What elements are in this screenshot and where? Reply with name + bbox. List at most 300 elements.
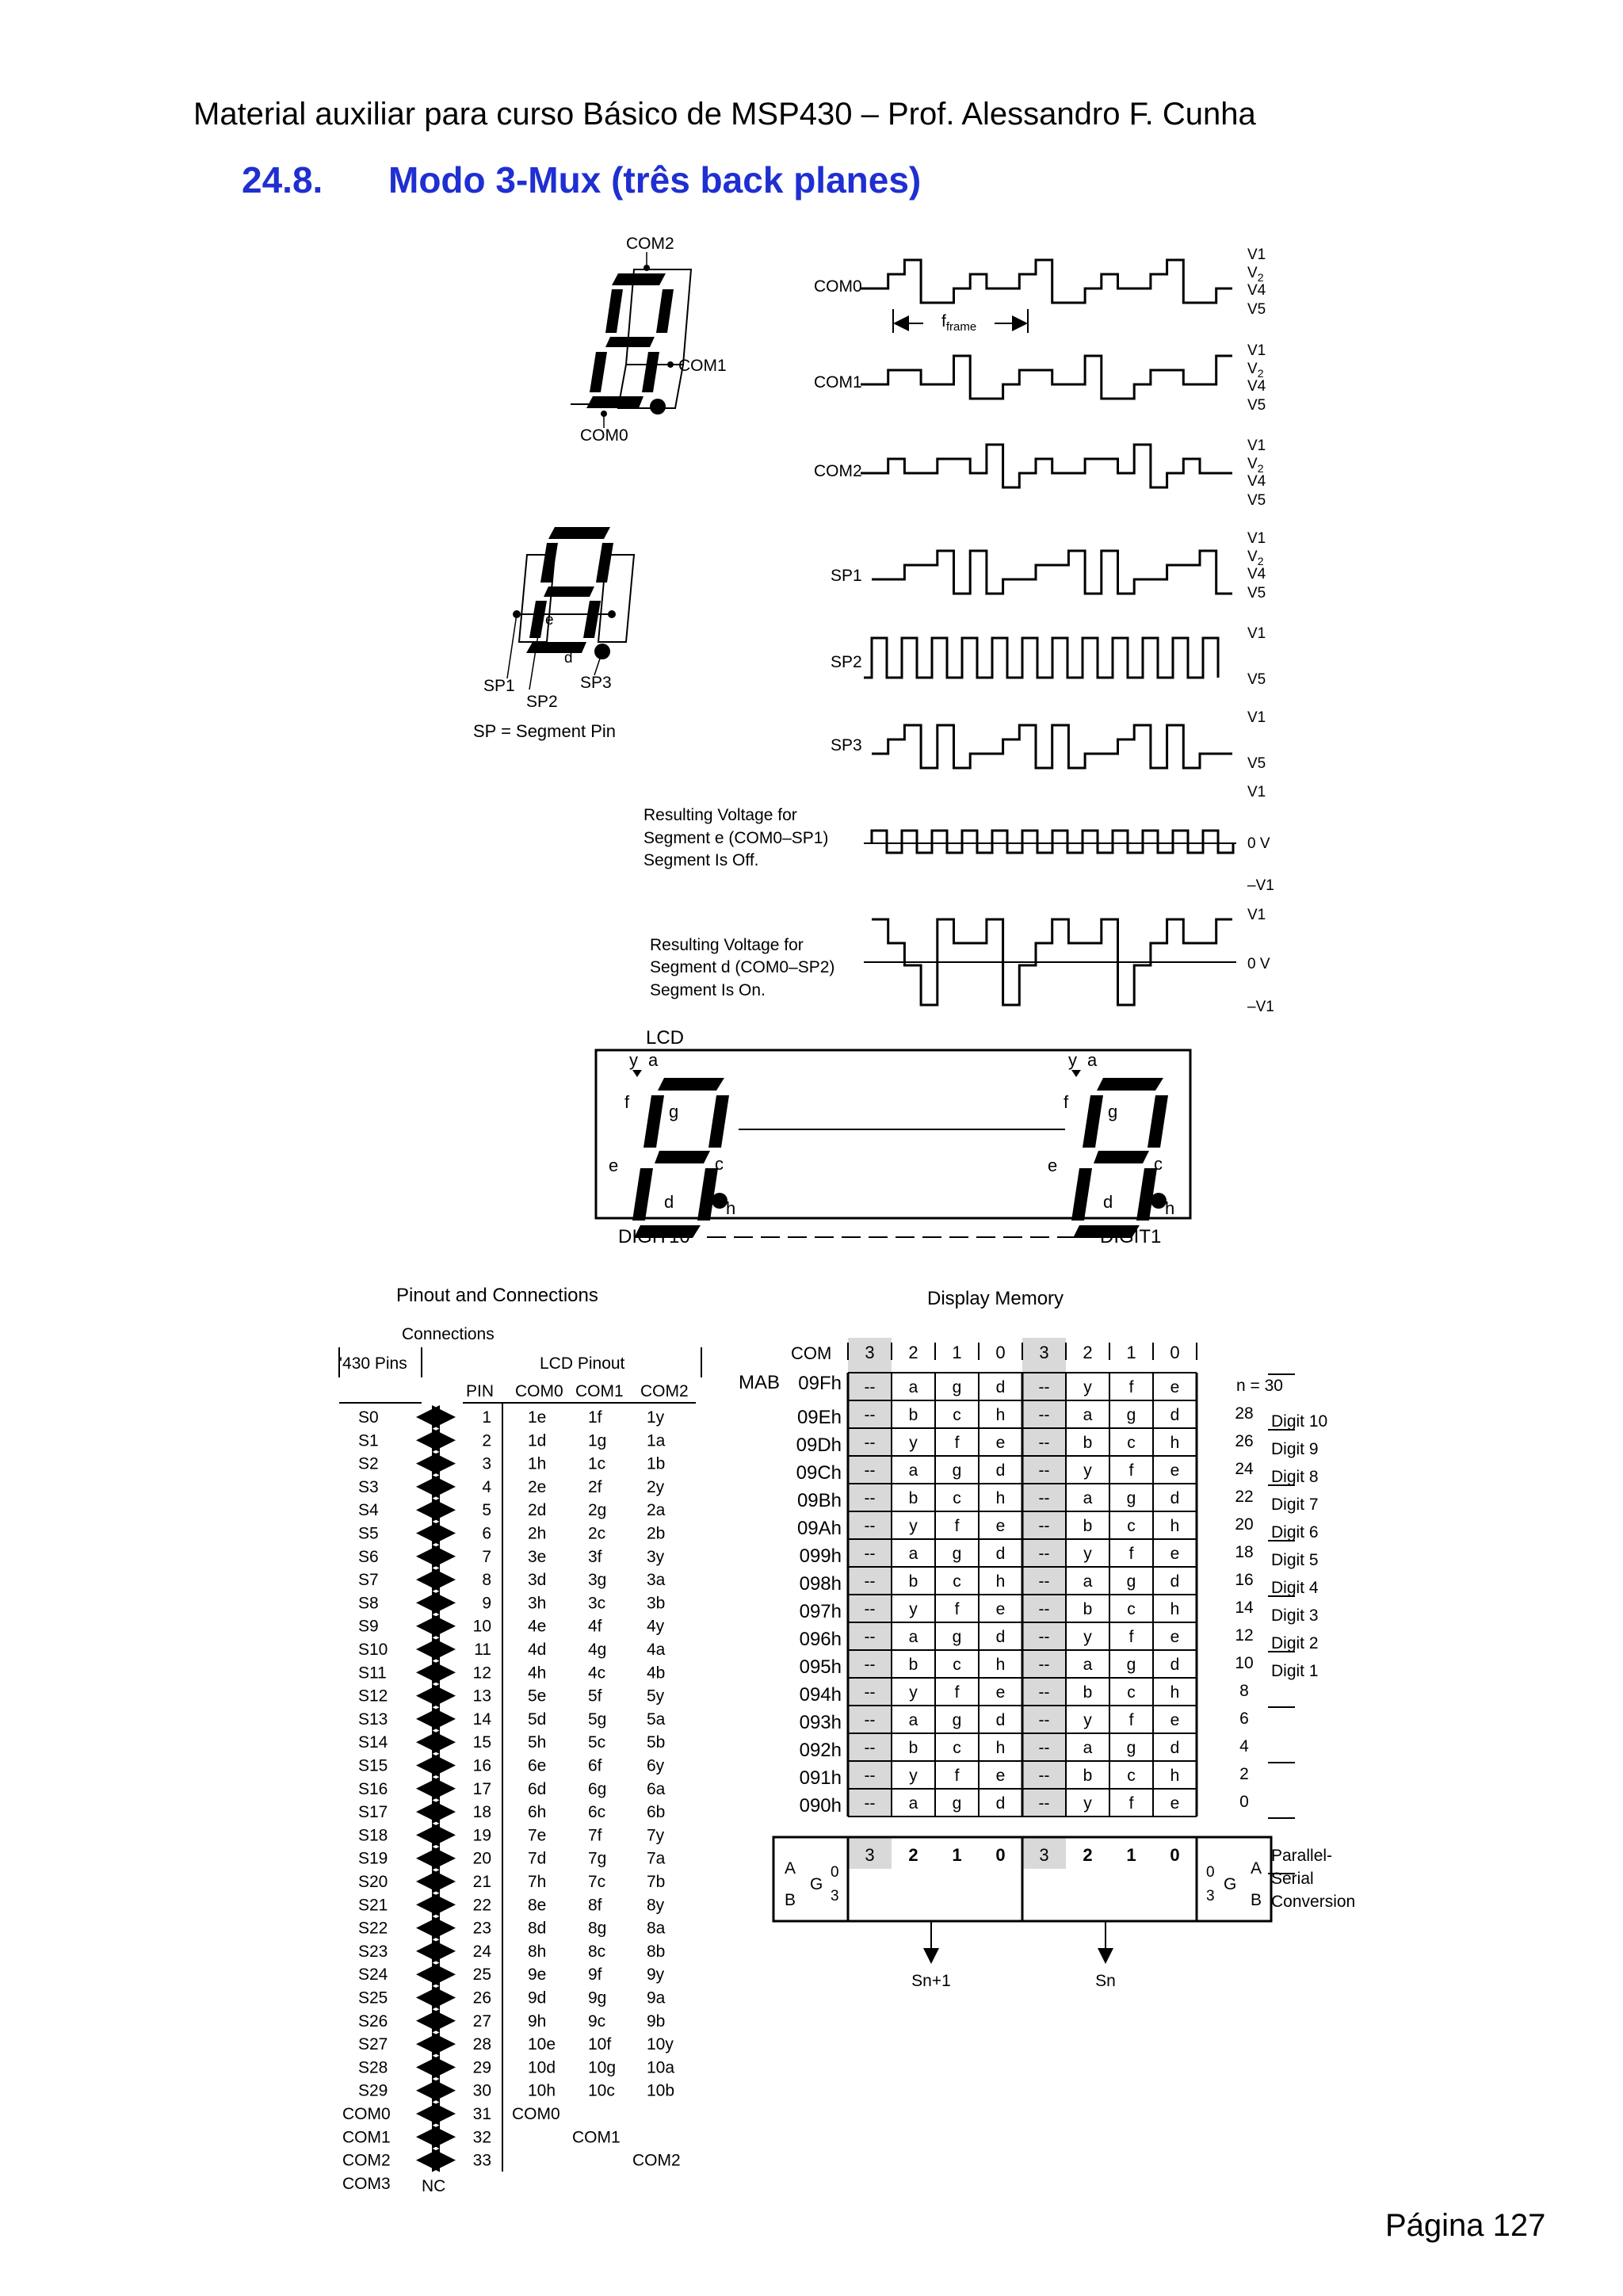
pin-number: 4: [482, 1477, 491, 1496]
pin-com2: 10a: [647, 2058, 675, 2077]
pin-com0: 9h: [528, 2011, 547, 2030]
pin-com0: 6e: [528, 1756, 547, 1775]
v5-label-com1: V5: [1247, 397, 1266, 414]
pin-number: 30: [472, 2081, 491, 2100]
memory-cell: f: [954, 1683, 960, 1702]
memory-cell: y: [1083, 1711, 1092, 1729]
pin-com1: 1g: [588, 1431, 607, 1450]
pin-com2: 6y: [647, 1756, 665, 1775]
lcd-digit10: [609, 1050, 735, 1238]
pin-com1: 3c: [588, 1594, 606, 1613]
memory-cell: f: [954, 1767, 960, 1785]
memory-cell: --: [1038, 1711, 1050, 1729]
pin-number: 8: [482, 1571, 491, 1590]
lcd-pinout-label: LCD Pinout: [540, 1354, 625, 1373]
conversion-label: Conversion: [1271, 1893, 1356, 1911]
pin-com0: 9d: [528, 1988, 547, 2008]
memory-address-09eh: 09Eh: [796, 1407, 842, 1428]
seg-e-label: [643, 806, 828, 869]
pin-com1: 8c: [588, 1942, 606, 1961]
memory-bit-header: 0: [1170, 1343, 1180, 1362]
pin-number: 9: [482, 1594, 491, 1613]
pin-s9: S9: [358, 1617, 379, 1636]
memory-cell: c: [953, 1489, 961, 1507]
memory-cell: a: [1083, 1656, 1093, 1674]
lcd-seg-label-f: f: [1064, 1092, 1069, 1112]
pin-com0: 3d: [528, 1571, 547, 1590]
n-value: 20: [1235, 1515, 1254, 1534]
pin-com2: 5a: [647, 1710, 666, 1729]
v5-label-sp3: V5: [1247, 755, 1266, 772]
lcd-segment: [655, 1151, 710, 1163]
memory-cell: d: [1170, 1739, 1180, 1757]
pin-number: 17: [472, 1779, 491, 1798]
n-value: 6: [1239, 1710, 1249, 1728]
lcd-segment: [643, 1095, 664, 1148]
memory-cell: y: [909, 1683, 918, 1702]
memory-cell: h: [1170, 1683, 1180, 1702]
pin-com0: 6d: [528, 1779, 547, 1798]
pin-com2: 5y: [647, 1687, 665, 1706]
pin-com2: 9b: [647, 2011, 666, 2030]
n-value: 10: [1235, 1654, 1254, 1672]
lcd-digit1: [1048, 1050, 1174, 1238]
svg-text:Segment Is On.: Segment Is On.: [650, 981, 766, 999]
connections-label: Connections: [402, 1325, 495, 1343]
zero-label-seg-d: 0 V: [1247, 956, 1270, 972]
pin-s4: S4: [358, 1501, 379, 1520]
seg-d-label: [650, 936, 834, 999]
memory-cell: d: [1170, 1406, 1180, 1424]
pin-s0: S0: [358, 1408, 379, 1427]
n-label: n = 30: [1236, 1377, 1283, 1395]
lcd-seg-label-c: c: [715, 1154, 724, 1174]
pin-s12: S12: [358, 1687, 388, 1706]
svg-text:Segment d (COM0–SP2): Segment d (COM0–SP2): [650, 958, 835, 976]
page-number: Página 127: [1385, 2208, 1546, 2243]
n-value: 4: [1239, 1737, 1249, 1755]
memory-cell: d: [995, 1711, 1006, 1729]
lcd-com1-pin: COM1: [572, 2128, 621, 2147]
memory-address-096h: 096h: [799, 1629, 842, 1650]
pin-com2: 7a: [647, 1849, 666, 1868]
memory-cell: a: [908, 1711, 918, 1729]
memory-cell: a: [1083, 1572, 1093, 1591]
wave-seg-e: [872, 831, 1233, 853]
pin-s10: S10: [358, 1641, 388, 1659]
memory-cell: --: [1038, 1517, 1050, 1535]
lcd-segment: [632, 1168, 653, 1221]
memory-cell: --: [1038, 1572, 1050, 1591]
pin-number: 27: [472, 2011, 491, 2030]
n-value: 2: [1239, 1765, 1249, 1783]
memory-address-092h: 092h: [799, 1740, 842, 1761]
pinout-col-pin: PIN: [466, 1382, 495, 1400]
mux-right-a: A: [1251, 1859, 1262, 1878]
memory-address-09fh: 09Fh: [798, 1373, 842, 1394]
memory-cell: h: [1170, 1517, 1180, 1535]
pin-s23: S23: [358, 1942, 388, 1961]
mux-left-b: B: [785, 1891, 796, 1909]
memory-cell: --: [864, 1572, 876, 1591]
pin-com0: 1h: [528, 1454, 547, 1473]
pin-s8: S8: [358, 1594, 379, 1613]
fframe-label: $f_{frame}$: [941, 312, 977, 334]
memory-cell: a: [1083, 1739, 1093, 1757]
pin-com2: 6b: [647, 1803, 666, 1822]
pin-com1: 4c: [588, 1664, 606, 1683]
pinout-col-com0: COM0: [515, 1382, 563, 1400]
memory-cell: --: [864, 1628, 876, 1646]
n-value: 22: [1235, 1488, 1254, 1506]
pin-com1: 1c: [588, 1454, 606, 1473]
pin-s6: S6: [358, 1547, 379, 1566]
memory-cell: a: [908, 1628, 918, 1646]
v2-label-sp1: $V_2$: [1247, 548, 1264, 567]
memory-cell: --: [864, 1600, 876, 1618]
memory-cell: e: [995, 1517, 1006, 1535]
v2-label-com0: $V_2$: [1247, 265, 1264, 284]
pin-com2: 8y: [647, 1896, 665, 1915]
memory-cell: h: [1170, 1434, 1180, 1452]
memory-cell: b: [908, 1489, 918, 1507]
memory-cell: --: [1038, 1489, 1050, 1507]
memory-digit-3: Digit 3: [1271, 1606, 1319, 1625]
memory-cell: f: [1128, 1794, 1134, 1813]
pin-number: 5: [482, 1501, 491, 1520]
memory-cell: b: [908, 1406, 918, 1424]
pinout-col-com2: COM2: [640, 1382, 689, 1400]
memory-cell: d: [995, 1545, 1006, 1563]
pin-com1: 5f: [588, 1687, 602, 1706]
memory-cell: c: [1127, 1434, 1136, 1452]
pin-com2: 7b: [647, 1873, 666, 1891]
lcd-dot-h: [1151, 1193, 1167, 1209]
memory-address-094h: 094h: [799, 1684, 842, 1706]
memory-cell: --: [864, 1378, 876, 1396]
memory-cell: e: [1170, 1794, 1180, 1813]
pin-number: 28: [472, 2035, 491, 2054]
lcd-digit10-label: DIGIT10: [618, 1226, 690, 1247]
memory-cell: f: [954, 1600, 960, 1618]
memory-cell: --: [1038, 1794, 1050, 1813]
zero-label-seg-e: 0 V: [1247, 835, 1270, 852]
memory-address-097h: 097h: [799, 1601, 842, 1622]
pin-s14: S14: [358, 1733, 388, 1752]
memory-cell: c: [1127, 1683, 1136, 1702]
mux-left-3: 3: [831, 1888, 839, 1904]
memory-cell: g: [1126, 1572, 1136, 1591]
v2-label-com2: $V_2$: [1247, 456, 1264, 475]
pin-com1: 1f: [588, 1408, 602, 1427]
pin-com0: 2d: [528, 1501, 547, 1520]
pin-number: 1: [482, 1408, 491, 1427]
lcd-seg-label-y: y: [629, 1050, 638, 1070]
pin-com0: 1e: [528, 1408, 547, 1427]
pin-s17: S17: [358, 1803, 388, 1822]
digit-sp1-label: SP1: [483, 677, 515, 695]
memory-cell: h: [995, 1572, 1006, 1591]
pin-number: 15: [472, 1733, 491, 1752]
lcd-segment: [1094, 1151, 1149, 1163]
digit-d-label: d: [564, 650, 573, 667]
memory-cell: c: [1127, 1600, 1136, 1618]
pin-number: 12: [472, 1664, 491, 1683]
memory-cell: f: [1128, 1461, 1134, 1480]
memory-digit-10: Digit 10: [1271, 1412, 1328, 1431]
n-value: 12: [1235, 1626, 1254, 1645]
memory-cell: --: [1038, 1600, 1050, 1618]
pin-com0: COM0: [342, 2105, 391, 2123]
v5-label-sp1: V5: [1247, 585, 1266, 602]
memory-cell: --: [1038, 1628, 1050, 1646]
conv-bit: 3: [865, 1845, 875, 1865]
memory-digit-1: Digit 1: [1271, 1662, 1319, 1680]
memory-digit-7: Digit 7: [1271, 1496, 1319, 1514]
lcd-digit1-label: DIGIT1: [1100, 1226, 1162, 1247]
wave-label-com2: COM2: [814, 462, 862, 480]
digit-sp3-label: SP3: [580, 674, 612, 692]
pin-com2: 2y: [647, 1477, 665, 1496]
memory-cell: y: [1083, 1545, 1092, 1563]
pin-com1: 8f: [588, 1896, 602, 1915]
pin-com0: 3h: [528, 1594, 547, 1613]
pin-s16: S16: [358, 1779, 388, 1798]
memory-cell: y: [1083, 1628, 1092, 1646]
memory-cell: y: [1083, 1461, 1092, 1480]
memory-address-09bh: 09Bh: [796, 1490, 842, 1511]
pin-s20: S20: [358, 1873, 388, 1891]
pin-com2: 8a: [647, 1919, 666, 1938]
memory-digit-5: Digit 5: [1271, 1551, 1319, 1569]
memory-cell: --: [864, 1656, 876, 1674]
memory-cell: g: [1126, 1656, 1136, 1674]
mux-left-a: A: [785, 1859, 796, 1878]
pin-number: 14: [472, 1710, 491, 1729]
memory-cell: c: [1127, 1767, 1136, 1785]
memory-digit-2: Digit 2: [1271, 1634, 1319, 1652]
memory-cell: a: [908, 1545, 918, 1563]
pin-s5: S5: [358, 1524, 379, 1543]
memory-address-095h: 095h: [799, 1656, 842, 1678]
v1-label-com2: V1: [1247, 437, 1266, 454]
pin-com1: 4g: [588, 1641, 607, 1659]
mux-right-b: B: [1251, 1891, 1262, 1909]
wave-sp2: [864, 638, 1218, 678]
memory-cell: --: [1038, 1767, 1050, 1785]
memory-digit-6: Digit 6: [1271, 1523, 1319, 1541]
memory-title: Display Memory: [927, 1288, 1064, 1309]
section-number: 24.8.: [242, 159, 323, 201]
pin-number: 25: [472, 1966, 491, 1985]
pin-number: 11: [474, 1641, 491, 1659]
memory-cell: e: [1170, 1378, 1180, 1396]
memory-cell: y: [909, 1517, 918, 1535]
pin-com2: 9y: [647, 1966, 665, 1985]
pin-com0: 2e: [528, 1477, 547, 1496]
v2-label-com1: $V_2$: [1247, 361, 1264, 380]
lcd-seg-label-a: a: [648, 1050, 659, 1070]
pin-number: 29: [472, 2058, 491, 2077]
pin-s28: S28: [358, 2058, 388, 2077]
n-value: 8: [1239, 1682, 1249, 1700]
pin-com2: 3a: [647, 1571, 666, 1590]
pin-com0: 6h: [528, 1803, 547, 1822]
memory-cell: a: [1083, 1406, 1093, 1424]
lcd-seg-label-a: a: [1087, 1050, 1098, 1070]
pin-com1: 9g: [588, 1988, 607, 2008]
pin-com0: 8e: [528, 1896, 547, 1915]
lcd-seg-label-h: h: [726, 1198, 736, 1218]
lcd-panel: [596, 1050, 1190, 1218]
lcd-y-indicator: [632, 1070, 642, 1077]
v4-label-sp1: V4: [1247, 566, 1266, 583]
lcd-seg-label-d: d: [664, 1192, 674, 1212]
memory-cell: g: [1126, 1739, 1136, 1757]
pin-com0: 8d: [528, 1919, 547, 1938]
memory-cell: --: [864, 1739, 876, 1757]
memory-cell: c: [953, 1656, 961, 1674]
pin-com1: 4f: [588, 1617, 602, 1636]
pin-com1: 10g: [588, 2058, 617, 2077]
pin-com0: 3e: [528, 1547, 547, 1566]
wave-label-sp1: SP1: [831, 567, 862, 585]
v5-label-com2: V5: [1247, 492, 1266, 509]
memory-cell: --: [1038, 1434, 1050, 1452]
memory-com-label: COM: [791, 1343, 832, 1363]
memory-cell: b: [1083, 1517, 1093, 1535]
svg-text:Resulting Voltage for: Resulting Voltage for: [650, 936, 804, 954]
pin-com0: 9e: [528, 1966, 547, 1985]
memory-cell: g: [1126, 1489, 1136, 1507]
pin-com2: 3y: [647, 1547, 665, 1566]
memory-cell: h: [1170, 1767, 1180, 1785]
lcd-com2-pin: COM2: [632, 2151, 681, 2170]
pin-com1: 7g: [588, 1849, 607, 1868]
pin-com0: 4h: [528, 1664, 547, 1683]
v4-label-com2: V4: [1247, 473, 1266, 490]
display-memory: [739, 1338, 1355, 1990]
pin-com1: 6g: [588, 1779, 607, 1798]
n-value: 26: [1235, 1432, 1254, 1450]
memory-cell: d: [1170, 1489, 1180, 1507]
memory-cell: g: [952, 1711, 962, 1729]
memory-cell: h: [995, 1406, 1006, 1424]
pins-430-label: '430 Pins: [339, 1354, 407, 1373]
memory-cell: g: [952, 1461, 962, 1480]
conv-bit: 3: [1039, 1845, 1049, 1865]
memory-cell: --: [864, 1406, 876, 1424]
wave-sp1: [872, 551, 1232, 594]
lcd-seg-label-b: b: [1154, 1102, 1164, 1121]
pin-com0: 4e: [528, 1617, 547, 1636]
conversion-label: Parallel-: [1271, 1847, 1333, 1865]
memory-cell: --: [1038, 1683, 1050, 1702]
pin-s19: S19: [358, 1849, 388, 1868]
memory-bit-header: 3: [1039, 1343, 1049, 1362]
pin-s3: S3: [358, 1477, 379, 1496]
pin-com2: 8b: [647, 1942, 666, 1961]
pin-number: 33: [472, 2151, 491, 2170]
memory-bit-header: 2: [908, 1343, 918, 1362]
memory-cell: f: [1128, 1628, 1134, 1646]
memory-cell: --: [864, 1489, 876, 1507]
lcd-title: LCD: [646, 1027, 685, 1049]
v5-label-com0: V5: [1247, 301, 1266, 318]
memory-address-093h: 093h: [799, 1712, 842, 1733]
pin-com1: 7f: [588, 1826, 602, 1845]
pin-com0: 10d: [528, 2058, 556, 2077]
lcd-com0-pin: COM0: [512, 2105, 560, 2123]
pin-com2: 4a: [647, 1641, 666, 1659]
memory-digit-9: Digit 9: [1271, 1440, 1319, 1458]
pin-com2: 10b: [647, 2081, 675, 2100]
memory-address-09ch: 09Ch: [796, 1462, 842, 1484]
v1-label-sp3: V1: [1247, 709, 1266, 726]
pin-com2: 2a: [647, 1501, 666, 1520]
conv-bit: 2: [908, 1845, 918, 1865]
pin-s18: S18: [358, 1826, 388, 1845]
memory-cell: --: [864, 1545, 876, 1563]
pin-com1: 6f: [588, 1756, 602, 1775]
mux-right-0: 0: [1206, 1864, 1215, 1881]
n-value: 24: [1235, 1460, 1254, 1478]
pin-com1: 2c: [588, 1524, 606, 1543]
pin-com2: 7y: [647, 1826, 665, 1845]
lcd-seg-label-e: e: [609, 1156, 619, 1175]
pin-s29: S29: [358, 2081, 388, 2100]
pin-com2: 6a: [647, 1779, 666, 1798]
pin-s1: S1: [358, 1431, 379, 1450]
memory-address-09dh: 09Dh: [796, 1435, 842, 1456]
memory-cell: b: [1083, 1434, 1093, 1452]
memory-cell: y: [909, 1434, 918, 1452]
lcd-segment: [658, 1078, 724, 1091]
pin-com2: 1y: [647, 1408, 665, 1427]
pin-com1: 6c: [588, 1803, 606, 1822]
wave-sp3: [872, 725, 1232, 768]
pin-s13: S13: [358, 1710, 388, 1729]
memory-cell: c: [1127, 1517, 1136, 1535]
negv1-label-seg-e: –V1: [1247, 877, 1274, 894]
com-digit-diagram: [571, 252, 691, 428]
pin-number: 19: [472, 1826, 491, 1845]
pinout-title: Pinout and Connections: [396, 1285, 598, 1306]
output-label-sn: Sn: [1095, 1972, 1116, 1990]
pin-com2: 2b: [647, 1524, 666, 1543]
wave-com2: [872, 445, 1232, 487]
memory-cell: e: [995, 1600, 1006, 1618]
pinout-col-com1: COM1: [575, 1382, 624, 1400]
waveforms: [861, 260, 1236, 1005]
memory-cell: g: [952, 1794, 962, 1813]
pin-number: 6: [482, 1524, 491, 1543]
n-value: 14: [1235, 1599, 1254, 1617]
v1-label-com0: V1: [1247, 246, 1266, 263]
n-value: 28: [1235, 1404, 1254, 1423]
v1-label-com1: V1: [1247, 342, 1266, 359]
memory-cell: --: [1038, 1545, 1050, 1563]
wave-label-sp3: SP3: [831, 736, 862, 755]
memory-cell: f: [954, 1434, 960, 1452]
memory-cell: e: [995, 1434, 1006, 1452]
pin-com2: 9a: [647, 1988, 666, 2008]
pin-s22: S22: [358, 1919, 388, 1938]
v5-label-sp2: V5: [1247, 671, 1266, 688]
pin-com2: 10y: [647, 2035, 674, 2054]
conv-bit: 2: [1083, 1845, 1093, 1865]
pin-com0: 5h: [528, 1733, 547, 1752]
